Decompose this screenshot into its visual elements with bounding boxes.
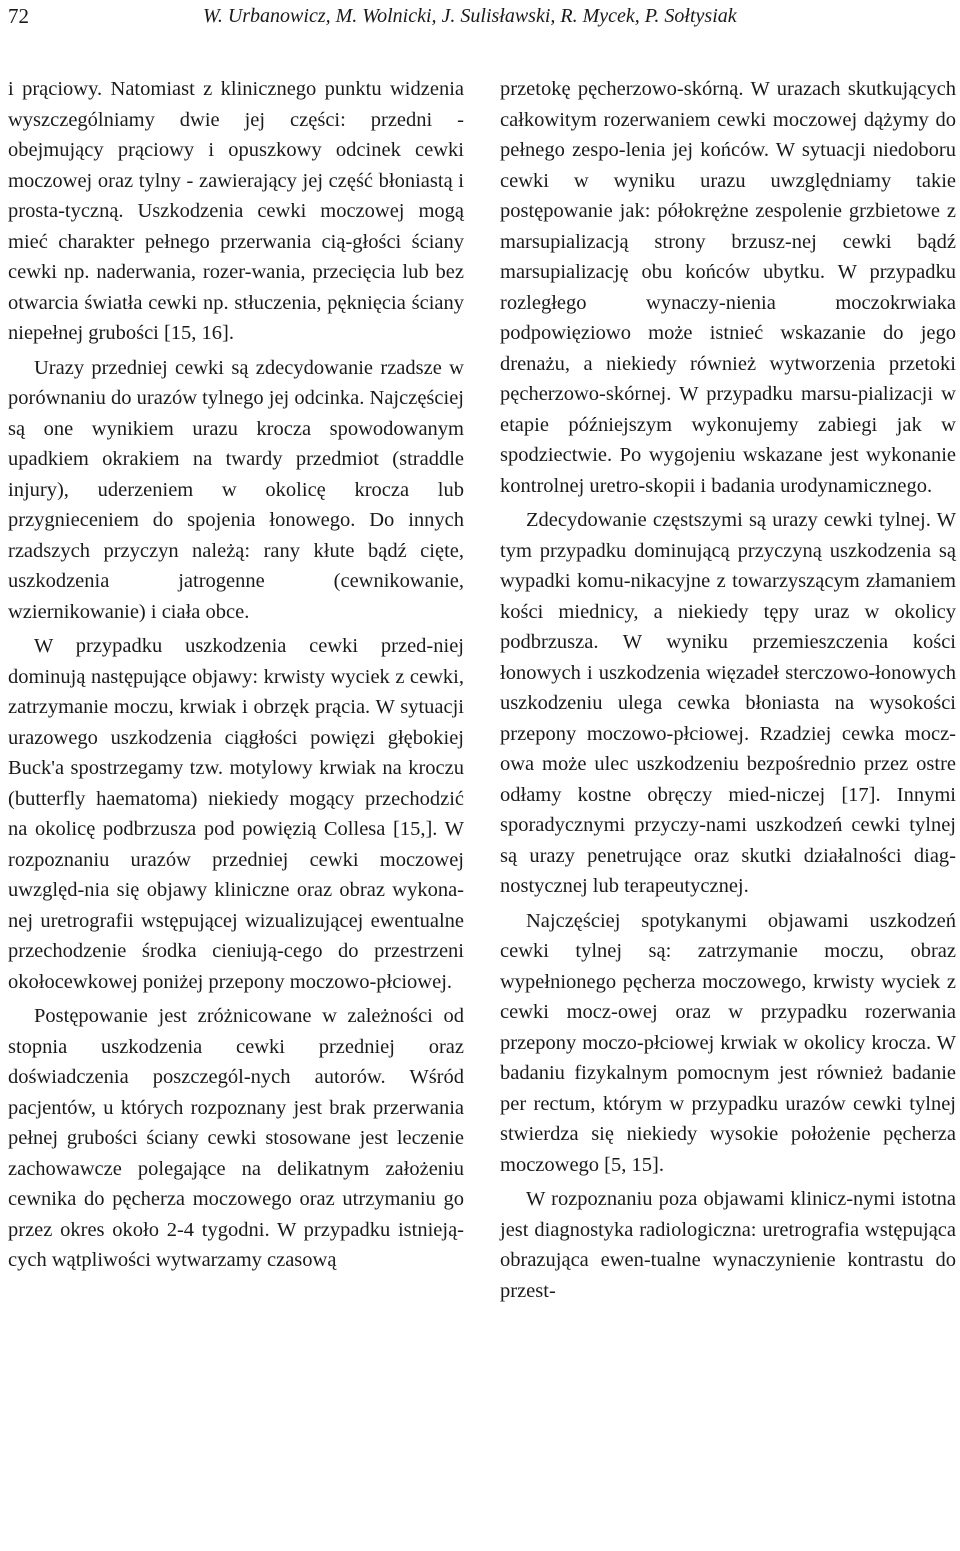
paragraph: Zdecydowanie częstszymi są urazy cewki tylnej. W tym przypadku dominującą przyczyną uszkodzenia są wypadki komu-nikacyjne z towarzyszącym złamaniem kości miednicy, a niekiedy tępy uraz w okolicy podbrzusza. W wyniku przemieszczenia kości łonowych i uszkodzenia więzadeł sterczowo-łonowych uszkodzeniu ulega cewka błoniasta na wysokości przepony moczowo-płciowej. Rzadziej cewka mocz-owa może ulec uszkodzeniu bezpośrednio przez ostre odłamy kostne obręczy mied-niczej [17]. Innymi sporadycznymi przyczy-nami uszkodzeń cewki tylnej są urazy penetrujące oraz skutki działalności diag-nostycznej lub terapeutycznej. <box>500 509 956 897</box>
paragraph: Urazy przedniej cewki są zdecydowanie rzadsze w porównaniu do urazów tylnego jej odcinka. Najczęściej są one wynikiem urazu krocza spowodowanym upadkiem okrakiem na twardy przedmiot (straddle injury), uderzeniem w okolicę krocza lub przygnieceniem do spojenia łonowego. Do innych rzadszych przyczyn należą: rany kłute bądź cięte, uszkodzenia jatrogenne (cewnikowanie, wziernikowanie) i ciała obce. <box>8 356 464 623</box>
right-column <box>500 74 956 1306</box>
paragraph: Najczęściej spotykanymi objawami uszkodzeń cewki tylnej są: zatrzymanie moczu, obraz wypełnionego pęcherza moczowego, krwisty wyciek z cewki mocz-owej oraz w przypadku rozerwania przepony moczo-płciowej krwiak w okolicy krocza. W badaniu fizykalnym pomocnym jest również badanie per rectum, którym w przypadku urazów cewki tylnej stwierdza się niekiedy wysokie położenie pęcherza moczowego [5, 15]. <box>500 909 956 1176</box>
left-column <box>8 74 464 1276</box>
page-header <box>0 0 960 40</box>
paragraph: W rozpoznaniu poza objawami klinicz-nymi istotna jest diagnostyka radiologiczna: uretrografia wstępująca obrazująca ewen-tualne wynaczynienie kontrastu do przest- <box>500 1188 956 1302</box>
paragraph: W przypadku uszkodzenia cewki przed-niej dominują następujące objawy: krwisty wyciek z cewki, zatrzymanie moczu, krwiak i obrzęk prącia. W sytuacji urazowego uszkodzenia ciągłości powięzi głębokiej Buck'a spostrzegamy tzw. motylowy krwiak na kroczu (butterfly haematoma) niekiedy mogący przechodzić na okolicę podbrzusza pod powięzią Collesa [15,]. W rozpoznaniu urazów przedniej cewki moczowej uwzględ-nia się objawy kliniczne oraz obraz wykona-nej uretrografii wstępującej wizualizującej ewentualne przechodzenie środka cieniują-cego do przestrzeni okołocewkowej poniżej przepony moczowo-płciowej. <box>8 635 464 993</box>
running-head-authors: W. Urbanowicz, M. Wolnicki, J. Sulisławski, R. Mycek, P. Sołtysiak <box>203 5 737 27</box>
paragraph: przetokę pęcherzowo-skórną. W urazach skutkujących całkowitym rozerwaniem cewki moczowej dążymy do pełnego zespo-lenia jej końców. W sytuacji niedoboru cewki w wyniku urazu uwzględniamy takie postępowanie jak: półokrężne zespolenie grzbietowe z marsupializacją strony brzusz-nej cewki bądź marsupializację obu końców ubytku. W przypadku rozległego wynaczy-nienia moczokrwiaka podpowięziowo może istnieć wskazanie do jego drenażu, a niekiedy również wytworzenia przetoki pęcherzowo-skórnej. W przypadku marsu-pializacji w etapie późniejszym wykonujemy zabiegi jak w spodziectwie. Po wygojeniu wskazane jest wykonanie kontrolnej uretro-skopii i badania urodynamicznego. <box>500 78 956 497</box>
paragraph: Postępowanie jest zróżnicowane w zależności od stopnia uszkodzenia cewki przedniej oraz doświadczenia poszczegól-nych autorów. Wśród pacjentów, u których rozpoznany jest brak przerwania pełnej grubości ściany cewki stosowane jest leczenie zachowawcze polegające na delikatnym założeniu cewnika do pęcherza moczowego oraz utrzymaniu go przez okres około 2-4 tygodni. W przypadku istnieją-cych wątpliwości wytwarzamy czasową <box>8 1005 464 1271</box>
page-number: 72 <box>8 4 29 28</box>
paragraph: i prąciowy. Natomiast z klinicznego punktu widzenia wyszczególniamy dwie jej części: przedni - obejmujący prąciowy i opuszkowy odcinek cewki moczowej oraz tylny - zawierający jej część błoniastą i prosta-tyczną. Uszkodzenia cewki moczowej mogą mieć charakter pełnego przerwania cią-głości ściany cewki np. naderwania, rozer-wania, przecięcia lub bez otwarcia światła cewki np. stłuczenia, pęknięcia ściany niepełnej grubości [15, 16]. <box>8 78 464 344</box>
